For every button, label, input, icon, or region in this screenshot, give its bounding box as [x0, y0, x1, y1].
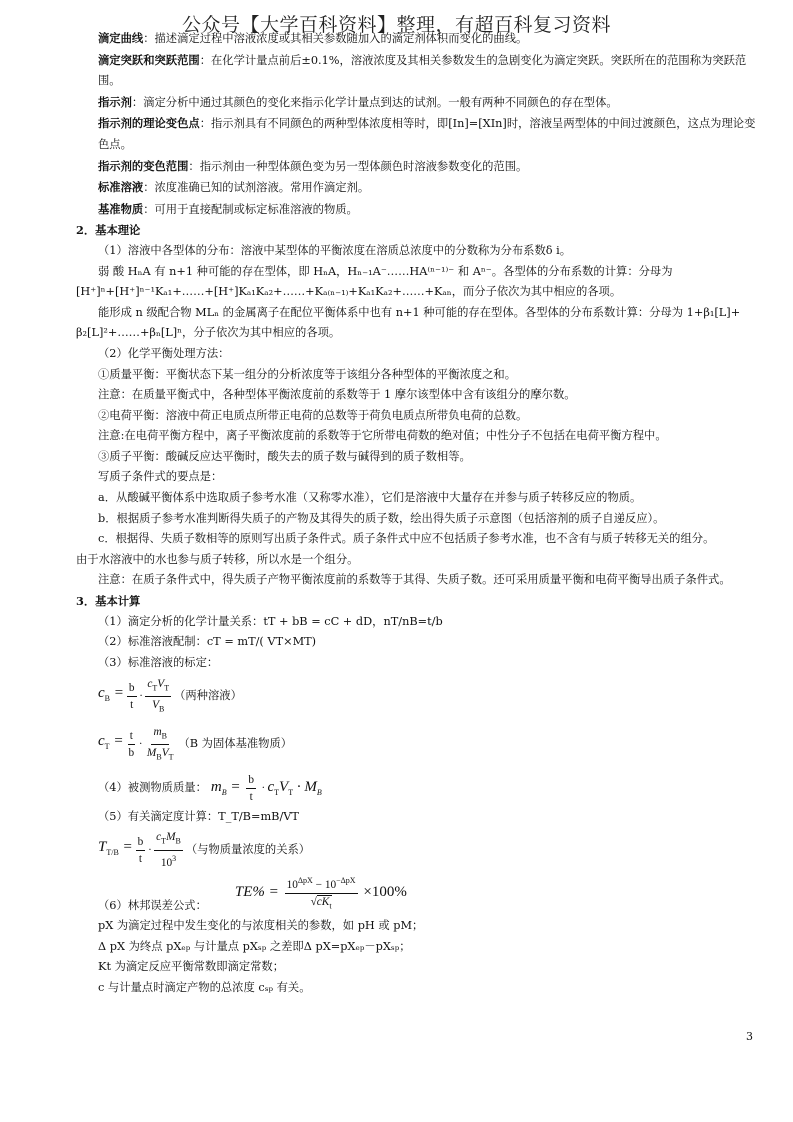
- paragraph: b．根据质子参考水准判断得失质子的产物及其得失的质子数，绘出得失质子示意图（包括溶剂的质子自递反应）。: [98, 511, 665, 525]
- paragraph: pX 为滴定过程中发生变化的与浓度相关的参数，如 pH 或 pM；: [98, 919, 424, 932]
- definition-text: ：浓度准确已知的试剂溶液。常用作滴定剂。: [143, 181, 370, 195]
- paragraph: （1）溶液中各型体的分布：溶液中某型体的平衡浓度在溶质总浓度中的分数称为分布系数δ i。: [98, 243, 572, 257]
- page-number: 3: [746, 1030, 753, 1043]
- paragraph: 弱 酸 HₙA 有 n+1 种可能的存在型体，即 HₙA，Hₙ₋₁A⁻……HA⁽ⁿ⁻¹⁾⁻ 和 Aⁿ⁻。各型体的分布系数的计算：分母为: [98, 264, 673, 278]
- paragraph: （2）化学平衡处理方法：: [98, 346, 230, 360]
- formula-cb: $c_B$ = $\frac{b}{t}$ · $\frac{c_TV_T}{V_B}$ （两种溶液）: [98, 677, 242, 714]
- definitions-list: [76, 28, 760, 220]
- paragraph: 写质子条件式的要点是：: [98, 470, 223, 484]
- paragraph: 注意：在质子条件式中，得失质子产物平衡浓度前的系数等于其得、失质子数。还可采用质量平衡和电荷平衡导出质子条件式。: [98, 573, 731, 587]
- paragraph: Kt 为滴定反应平衡常数即滴定常数；: [98, 960, 285, 974]
- definition-text: ：描述滴定过程中溶液浓度或其相关参数随加入的滴定剂体积而变化的曲线。: [143, 32, 528, 45]
- paragraph: 由于水溶液中的水也参与质子转移，所以水是一个组分。: [76, 552, 359, 566]
- definition-text: ：指示剂由一种型体颜色变为另一型体颜色时溶液参数变化的范围。: [188, 159, 528, 173]
- definition-item: [76, 28, 760, 50]
- definition-item: [76, 113, 760, 155]
- paragraph: （3）标准溶液的标定：: [98, 655, 219, 669]
- definition-item: [76, 177, 760, 199]
- definition-item: [76, 50, 760, 92]
- paragraph: ②电荷平衡：溶液中荷正电质点所带正电荷的总数等于荷负电质点所带负电荷的总数。: [98, 408, 528, 422]
- definition-term: 滴定曲线: [98, 31, 144, 45]
- formula-titer: $T_{T/B}$ = $\frac{b}{t}$ · $\frac{c_TM_B}{10^3}$ （与物质量浓度的关系）: [98, 831, 311, 869]
- definition-term: 指示剂的理论变色点: [98, 116, 200, 131]
- page-header: 公众号【大学百科资料】整理，有超百科复习资料: [181, 14, 611, 36]
- paragraph: （6）林邦误差公式：: [98, 898, 207, 912]
- paragraph: a．从酸碱平衡体系中选取质子参考水准（又称零水准），它们是溶液中大量存在并参与质子转移反应的物质。: [98, 491, 642, 505]
- definition-term: 基准物质: [98, 201, 144, 216]
- paragraph: c．根据得、失质子数相等的原则写出质子条件式。质子条件式中应不包括质子参考水准，也不含有与质子转移无关的组分。: [98, 532, 715, 546]
- paragraph: ①质量平衡：平衡状态下某一组分的分析浓度等于该组分各种型体的平衡浓度之和。: [98, 367, 516, 381]
- definition-term: 滴定突跃和突跃范围: [98, 52, 200, 67]
- paragraph: 注意：在质量平衡式中，各种型体平衡浓度前的系数等于 1 摩尔该型体中含有该组分的摩尔数。: [98, 388, 576, 402]
- definition-text: ：可用于直接配制或标定标准溶液的物质。: [143, 202, 358, 216]
- paragraph: [H⁺]ⁿ+[H⁺]ⁿ⁻¹Kₐ₁+……+[H⁺]Kₐ₁Kₐ₂+……+Kₐ₍ₙ₋₁₎+Kₐ₁Kₐ₂+……+Kₐₙ，而分子依次为其中相应的各项。: [76, 285, 622, 299]
- paragraph: c 与计量点时滴定产物的总浓度 cₛₚ 有关。: [98, 980, 311, 994]
- definition-item: [76, 156, 760, 178]
- paragraph: （2）标准溶液配制：cT = mT/( VT×MT): [98, 635, 317, 649]
- formula-mb: $m_B$ = $\frac{b}{t}$ · $c_TV_T \cdot M_B$: [210, 773, 322, 803]
- paragraph: Δ pX 为终点 pXₑₚ 与计量点 pXₛₚ 之差即Δ pX=pXₑₚ－pXₛₚ；: [98, 939, 411, 953]
- definition-text: ：指示剂具有不同颜色的两种型体浓度相等时，即[In]=[XIn]时，溶液呈两型体的中间过渡颜色，这点为理论变色点。: [98, 117, 756, 151]
- section-3-title: 3．基本计算: [76, 594, 141, 609]
- paragraph: （1）滴定分析的化学计量关系：tT + bB = cC + dD，nT/nB=t/b: [98, 614, 443, 628]
- formula-note: （与物质量浓度的关系）: [185, 842, 311, 856]
- paragraph: β₂[L]²+……+βₙ[L]ⁿ，分子依次为其中相应的各项。: [76, 326, 341, 340]
- definition-item: [76, 92, 760, 114]
- document-body: [76, 28, 760, 998]
- formula-note: （两种溶液）: [174, 689, 242, 703]
- formula-mb-row: [76, 769, 760, 807]
- paragraph: （4）被测物质质量：: [98, 781, 207, 795]
- section-2-title: 2．基本理论: [76, 223, 141, 238]
- paragraph: 注意:在电荷平衡方程中，离子平衡浓度前的系数等于它所带电荷数的绝对值；中性分子不包括在电荷平衡方程中。: [98, 429, 667, 443]
- definition-term: 标准溶液: [98, 180, 144, 195]
- definition-term: 指示剂: [98, 94, 132, 109]
- definition-term: 指示剂的变色范围: [98, 158, 189, 173]
- definition-text: ：滴定分析中通过其颜色的变化来指示化学计量点到达的试剂。一般有两种不同颜色的存在型体。: [131, 95, 618, 109]
- paragraph: ③质子平衡：酸碱反应达平衡时，酸失去的质子数与碱得到的质子数相等。: [98, 449, 471, 463]
- definition-text: ：在化学计量点前后±0.1%，溶液浓度及其相关参数发生的急剧变化为滴定突跃。突跃所在的范围称为突跃范围。: [98, 53, 747, 88]
- formula-te-row: [76, 872, 760, 916]
- paragraph: （5）有关滴定度计算：T_T/B=mB/VT: [98, 810, 299, 824]
- formula-te: TE% = $\frac{10^{\Delta pX} - 10^{-\Delta pX}}{√cK_t}$ ×100%: [235, 873, 407, 914]
- definition-item: [76, 199, 760, 221]
- formula-ct: $c_T$ = $\frac{t}{b}$ · $\frac{m_B}{M_BV_T}$ （B 为固体基准物质）: [98, 725, 293, 762]
- formula-note: （B 为固体基准物质）: [178, 737, 293, 751]
- paragraph: 能形成 n 级配合物 MLₙ 的金属离子在配位平衡体系中也有 n+1 种可能的存在型体。各型体的分布系数计算：分母为 1+β₁[L]+: [98, 305, 741, 319]
